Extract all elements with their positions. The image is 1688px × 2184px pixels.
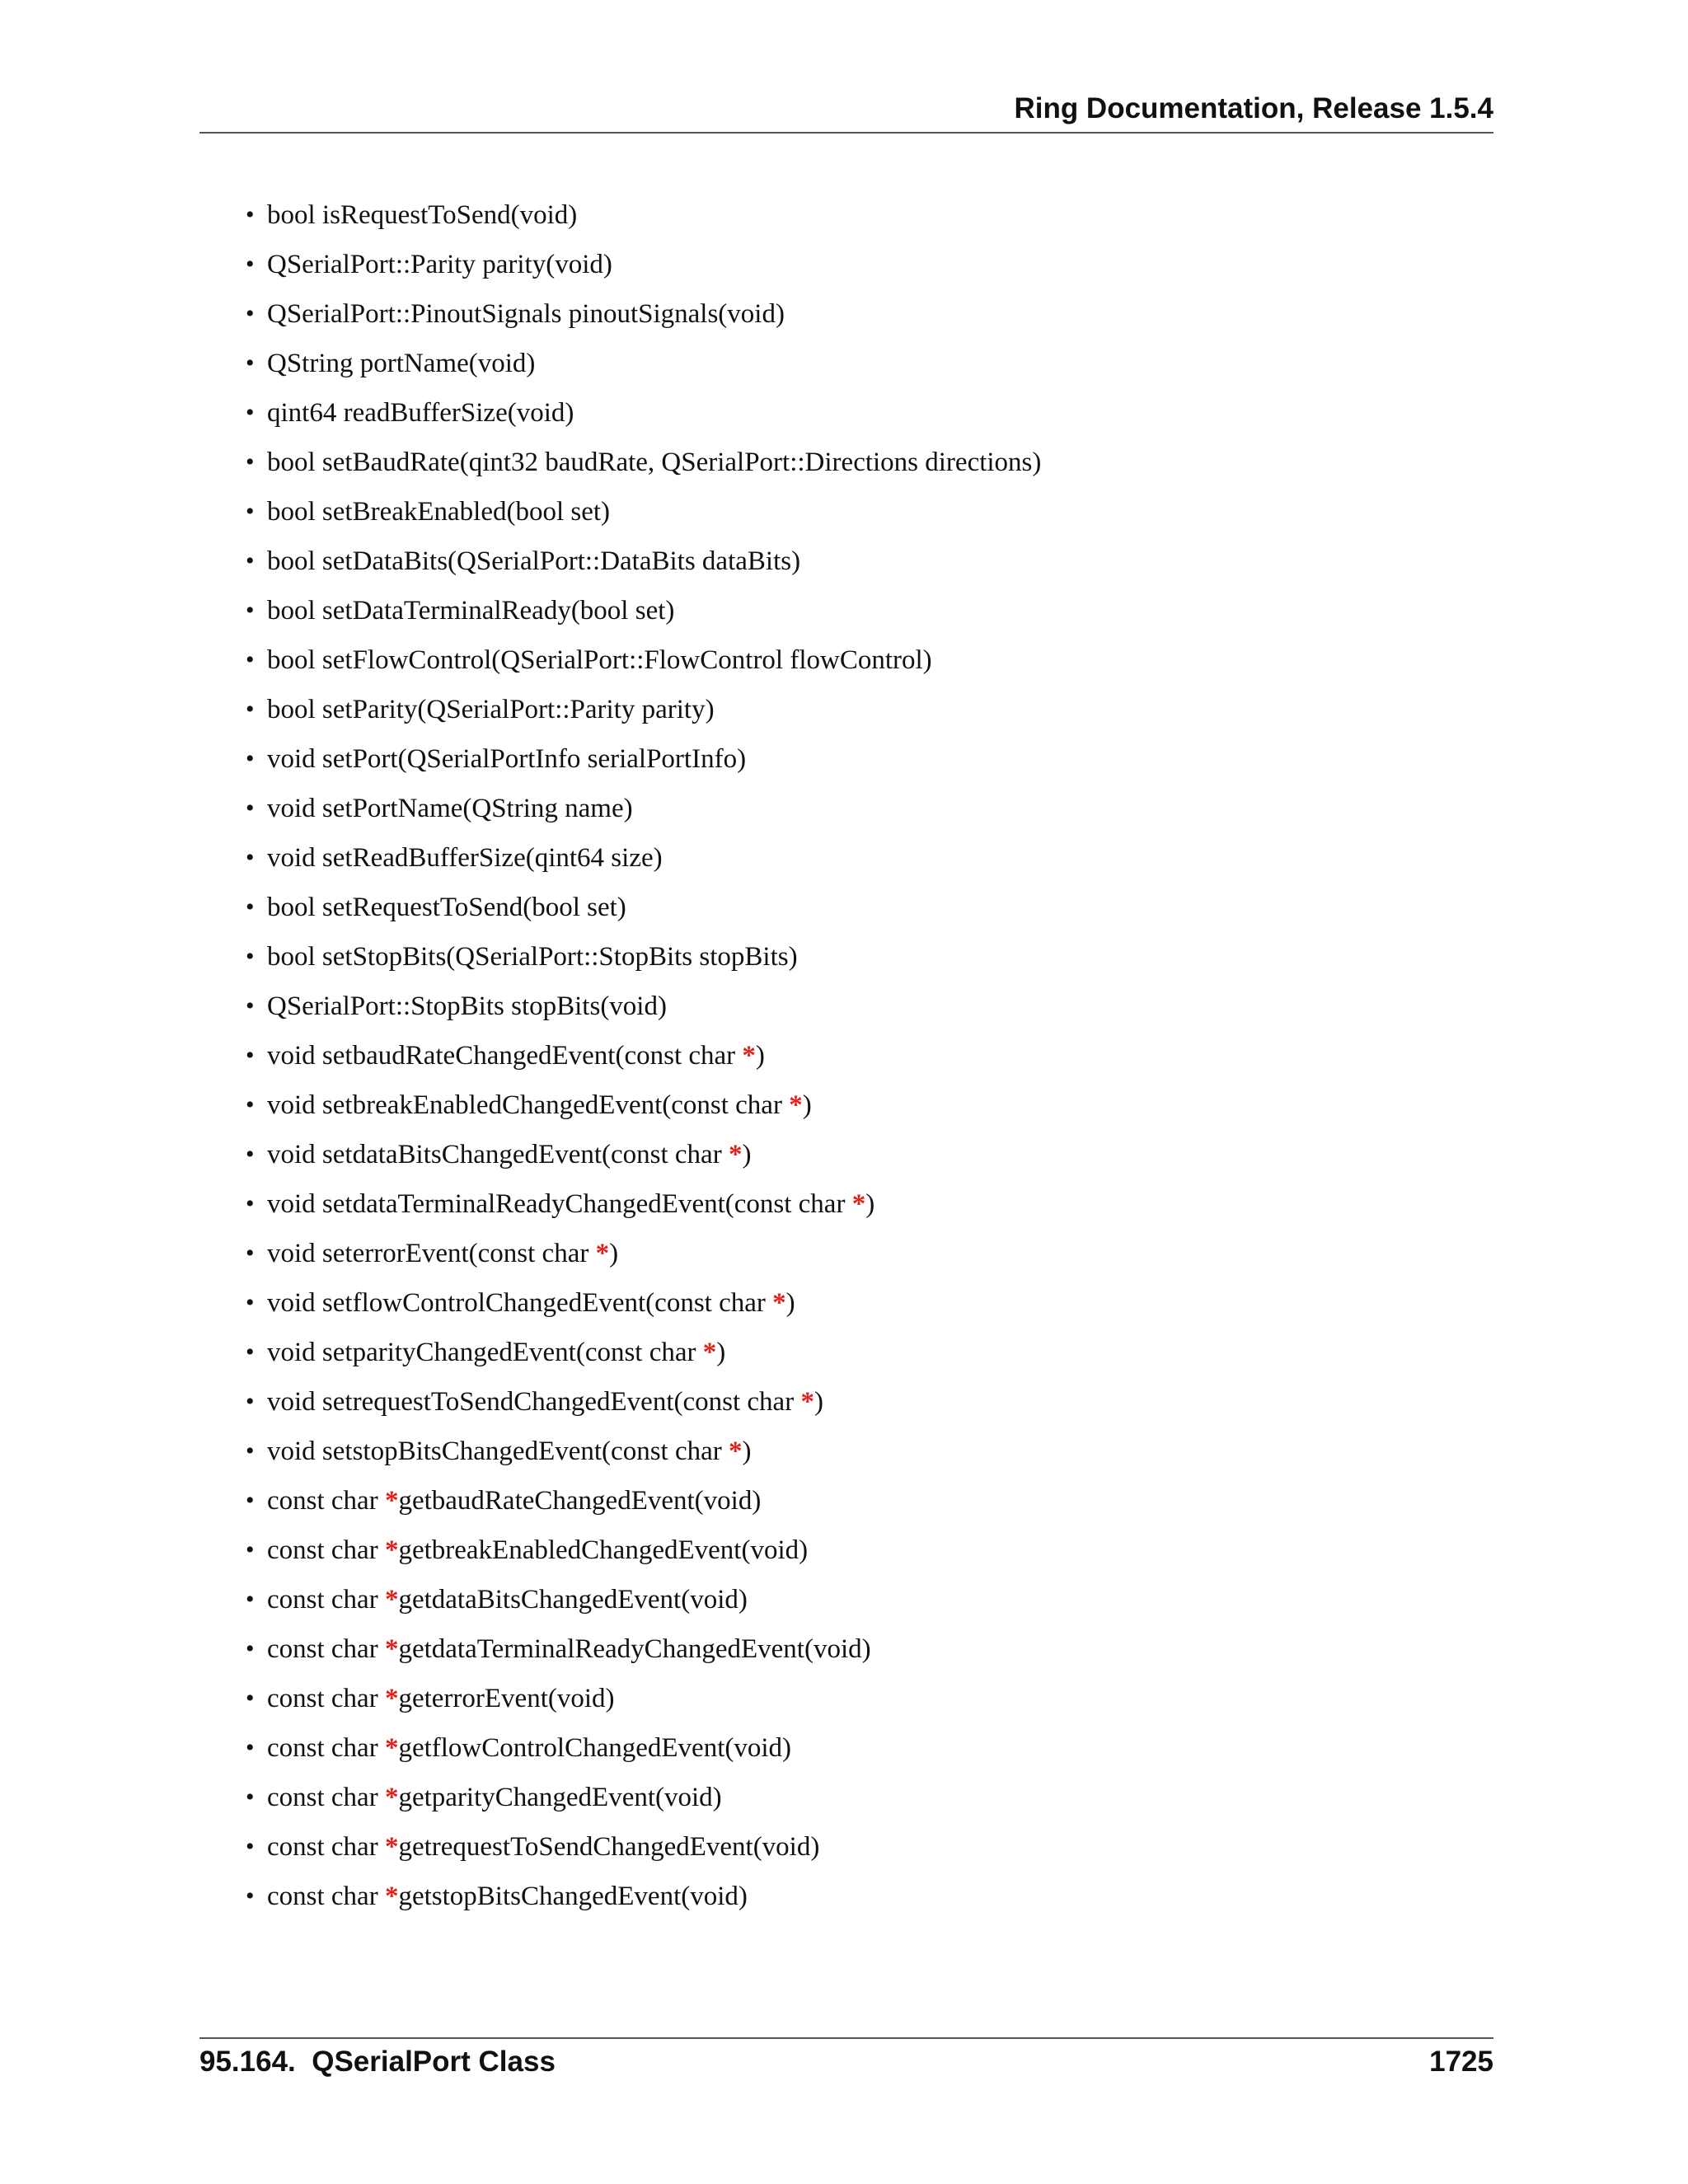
- bullet-icon: •: [246, 1882, 255, 1910]
- method-signature: bool setParity(QSerialPort::Parity parity): [267, 695, 715, 724]
- method-list-item: [246, 692, 1041, 742]
- method-signature: void setflowControlChangedEvent(const char *): [267, 1288, 795, 1318]
- method-signature: void setReadBufferSize(qint64 size): [267, 843, 663, 873]
- method-list-item: [246, 989, 1041, 1038]
- method-list-item: [246, 445, 1041, 494]
- asterisk-mark: *: [728, 1140, 743, 1169]
- method-list-item: [246, 890, 1041, 940]
- method-signature: void setstopBitsChangedEvent(const char *): [267, 1436, 752, 1466]
- method-list-item: [246, 494, 1041, 544]
- bullet-icon: •: [246, 1833, 255, 1860]
- bullet-icon: •: [246, 1141, 255, 1168]
- method-list-item: [246, 198, 1041, 247]
- method-list: [246, 198, 1041, 1929]
- asterisk-mark: *: [384, 1486, 399, 1516]
- method-signature: const char *getflowControlChangedEvent(void): [267, 1733, 792, 1763]
- bullet-icon: •: [246, 646, 255, 673]
- bullet-icon: •: [246, 399, 255, 426]
- asterisk-mark: *: [384, 1783, 399, 1812]
- asterisk-mark: *: [789, 1090, 803, 1120]
- method-list-item: [246, 346, 1041, 396]
- method-signature: QSerialPort::StopBits stopBits(void): [267, 991, 667, 1021]
- method-signature: bool setFlowControl(QSerialPort::FlowControl flowControl): [267, 645, 932, 675]
- method-signature: void seterrorEvent(const char *): [267, 1239, 619, 1268]
- method-signature: void setPortName(QString name): [267, 794, 633, 823]
- method-signature: QSerialPort::PinoutSignals pinoutSignals(void): [267, 299, 785, 329]
- method-list-item: [246, 1582, 1041, 1632]
- asterisk-mark: *: [384, 1585, 399, 1615]
- method-list-item: [246, 1137, 1041, 1187]
- method-list-item: [246, 1780, 1041, 1830]
- bullet-icon: •: [246, 498, 255, 525]
- bullet-icon: •: [246, 1042, 255, 1069]
- method-list-item: [246, 841, 1041, 890]
- asterisk-mark: *: [772, 1288, 786, 1318]
- page-header: [199, 89, 1493, 134]
- method-signature: bool isRequestToSend(void): [267, 200, 578, 230]
- method-list-item: [246, 1533, 1041, 1582]
- method-signature: void setPort(QSerialPortInfo serialPortInfo): [267, 744, 747, 774]
- method-signature: qint64 readBufferSize(void): [267, 398, 574, 428]
- method-list-item: [246, 1335, 1041, 1385]
- bullet-icon: •: [246, 597, 255, 624]
- bullet-icon: •: [246, 1734, 255, 1761]
- method-signature: bool setBreakEnabled(bool set): [267, 497, 611, 527]
- method-signature: bool setDataBits(QSerialPort::DataBits dataBits): [267, 546, 801, 576]
- method-signature: const char *getparityChangedEvent(void): [267, 1783, 722, 1812]
- method-list-item: [246, 1385, 1041, 1434]
- method-list-item: [246, 1038, 1041, 1088]
- asterisk-mark: *: [384, 1535, 399, 1565]
- method-signature: bool setRequestToSend(bool set): [267, 893, 626, 922]
- method-signature: void setparityChangedEvent(const char *): [267, 1338, 726, 1367]
- method-list-item: [246, 1681, 1041, 1731]
- asterisk-mark: *: [742, 1041, 756, 1071]
- bullet-icon: •: [246, 1437, 255, 1465]
- asterisk-mark: *: [384, 1733, 399, 1763]
- asterisk-mark: *: [384, 1634, 399, 1664]
- bullet-icon: •: [246, 1685, 255, 1712]
- bullet-icon: •: [246, 300, 255, 327]
- method-signature: void setbaudRateChangedEvent(const char *): [267, 1041, 765, 1071]
- method-signature: bool setDataTerminalReady(bool set): [267, 596, 675, 626]
- bullet-icon: •: [246, 1487, 255, 1514]
- method-list-item: [246, 396, 1041, 445]
- bullet-icon: •: [246, 349, 255, 377]
- method-list-item: [246, 940, 1041, 989]
- method-signature: QSerialPort::Parity parity(void): [267, 250, 612, 279]
- bullet-icon: •: [246, 1388, 255, 1415]
- method-signature: const char *getrequestToSendChangedEvent(void): [267, 1832, 820, 1862]
- bullet-icon: •: [246, 1289, 255, 1316]
- asterisk-mark: *: [384, 1684, 399, 1713]
- footer-page-number: 1725: [1429, 2046, 1493, 2078]
- asterisk-mark: *: [384, 1882, 399, 1911]
- method-signature: const char *getdataBitsChangedEvent(void): [267, 1585, 748, 1615]
- method-list-item: [246, 1187, 1041, 1236]
- method-list-item: [246, 1879, 1041, 1929]
- asterisk-mark: *: [851, 1189, 866, 1219]
- asterisk-mark: *: [800, 1387, 814, 1417]
- page-footer: [199, 2037, 1493, 2088]
- bullet-icon: •: [246, 1338, 255, 1366]
- bullet-icon: •: [246, 1635, 255, 1662]
- method-signature: bool setStopBits(QSerialPort::StopBits stopBits): [267, 942, 798, 972]
- bullet-icon: •: [246, 1783, 255, 1811]
- bullet-icon: •: [246, 794, 255, 822]
- bullet-icon: •: [246, 251, 255, 278]
- bullet-icon: •: [246, 745, 255, 772]
- method-list-item: [246, 791, 1041, 841]
- bullet-icon: •: [246, 547, 255, 574]
- method-signature: void setdataBitsChangedEvent(const char *): [267, 1140, 752, 1169]
- method-list-item: [246, 1731, 1041, 1780]
- bullet-icon: •: [246, 893, 255, 921]
- method-signature: const char *geterrorEvent(void): [267, 1684, 615, 1713]
- header-title: Ring Documentation, Release 1.5.4: [1014, 92, 1493, 124]
- method-signature: void setbreakEnabledChangedEvent(const char *): [267, 1090, 812, 1120]
- method-signature: const char *getstopBitsChangedEvent(void): [267, 1882, 748, 1911]
- method-list-item: [246, 1286, 1041, 1335]
- method-signature: const char *getbaudRateChangedEvent(void): [267, 1486, 762, 1516]
- asterisk-mark: *: [729, 1436, 743, 1466]
- bullet-icon: •: [246, 1240, 255, 1267]
- method-signature: const char *getdataTerminalReadyChangedEvent(void): [267, 1634, 871, 1664]
- method-list-item: [246, 1088, 1041, 1137]
- method-list-item: [246, 1483, 1041, 1533]
- method-list-item: [246, 643, 1041, 692]
- bullet-icon: •: [246, 696, 255, 723]
- method-signature: QString portName(void): [267, 349, 536, 378]
- method-list-item: [246, 1434, 1041, 1483]
- asterisk-mark: *: [384, 1832, 399, 1862]
- asterisk-mark: *: [595, 1239, 610, 1268]
- method-signature: void setdataTerminalReadyChangedEvent(const char *): [267, 1189, 875, 1219]
- method-list-item: [246, 247, 1041, 297]
- bullet-icon: •: [246, 992, 255, 1019]
- bullet-icon: •: [246, 1586, 255, 1613]
- method-list-item: [246, 593, 1041, 643]
- method-signature: bool setBaudRate(qint32 baudRate, QSerialPort::Directions directions): [267, 448, 1042, 477]
- method-list-item: [246, 1632, 1041, 1681]
- footer-section-title: 95.164. QSerialPort Class: [199, 2046, 556, 2078]
- method-signature: void setrequestToSendChangedEvent(const char *): [267, 1387, 823, 1417]
- bullet-icon: •: [246, 1190, 255, 1217]
- bullet-icon: •: [246, 201, 255, 228]
- method-list-item: [246, 1236, 1041, 1286]
- bullet-icon: •: [246, 1536, 255, 1563]
- bullet-icon: •: [246, 448, 255, 476]
- method-list-item: [246, 297, 1041, 346]
- bullet-icon: •: [246, 844, 255, 871]
- bullet-icon: •: [246, 943, 255, 970]
- bullet-icon: •: [246, 1091, 255, 1118]
- method-list-item: [246, 742, 1041, 791]
- method-list-item: [246, 1830, 1041, 1879]
- asterisk-mark: *: [702, 1338, 717, 1367]
- method-signature: const char *getbreakEnabledChangedEvent(void): [267, 1535, 809, 1565]
- method-list-item: [246, 544, 1041, 593]
